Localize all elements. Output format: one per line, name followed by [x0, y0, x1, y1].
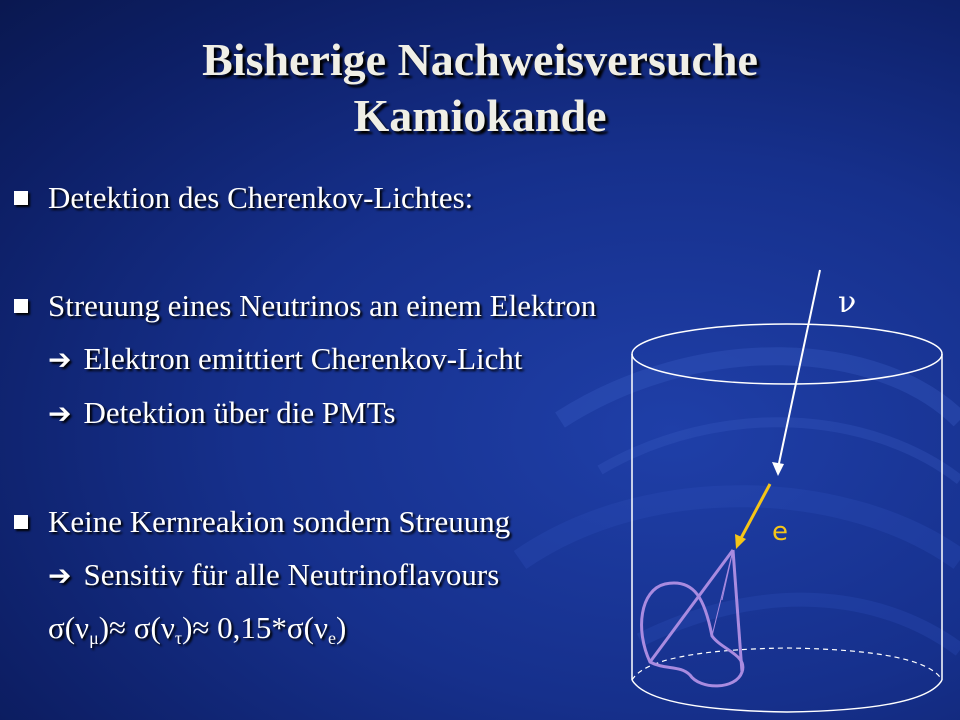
title-line-1: Bisherige Nachweisversuche [202, 34, 758, 85]
cherenkov-cone [642, 550, 743, 686]
formula-part: ) [335, 610, 347, 645]
formula-subscript: e [327, 628, 336, 648]
arrow-right-icon: ➔ [48, 559, 72, 592]
arrow-right-icon: ➔ [48, 343, 72, 376]
formula-part: )≈ σ(ν [98, 610, 175, 645]
formula-part: σ(ν [48, 610, 90, 645]
title-line-2: Kamiokande [353, 90, 607, 141]
neutrino-track [772, 270, 820, 476]
formula-part: )≈ 0,15*σ(ν [182, 610, 328, 645]
formula-subscript: μ [89, 628, 99, 648]
electron-track [735, 484, 770, 549]
sub-item-text: Sensitiv für alle Neutrinoflavours [83, 557, 500, 592]
sub-item-text: Detektion über die PMTs [83, 395, 396, 430]
formula-subscript: τ [174, 628, 183, 648]
bullet-text: Streuung eines Neutrinos an einem Elektron [48, 288, 597, 323]
bullet-text: Detektion des Cherenkov-Lichtes: [48, 180, 474, 215]
electron-label: e [772, 517, 788, 547]
arrow-right-icon: ➔ [48, 397, 72, 430]
neutrino-label: ν [838, 285, 857, 320]
bullet-text: Keine Kernreakion sondern Streuung [48, 504, 511, 539]
sub-item-text: Elektron emittiert Cherenkov-Licht [83, 341, 523, 376]
